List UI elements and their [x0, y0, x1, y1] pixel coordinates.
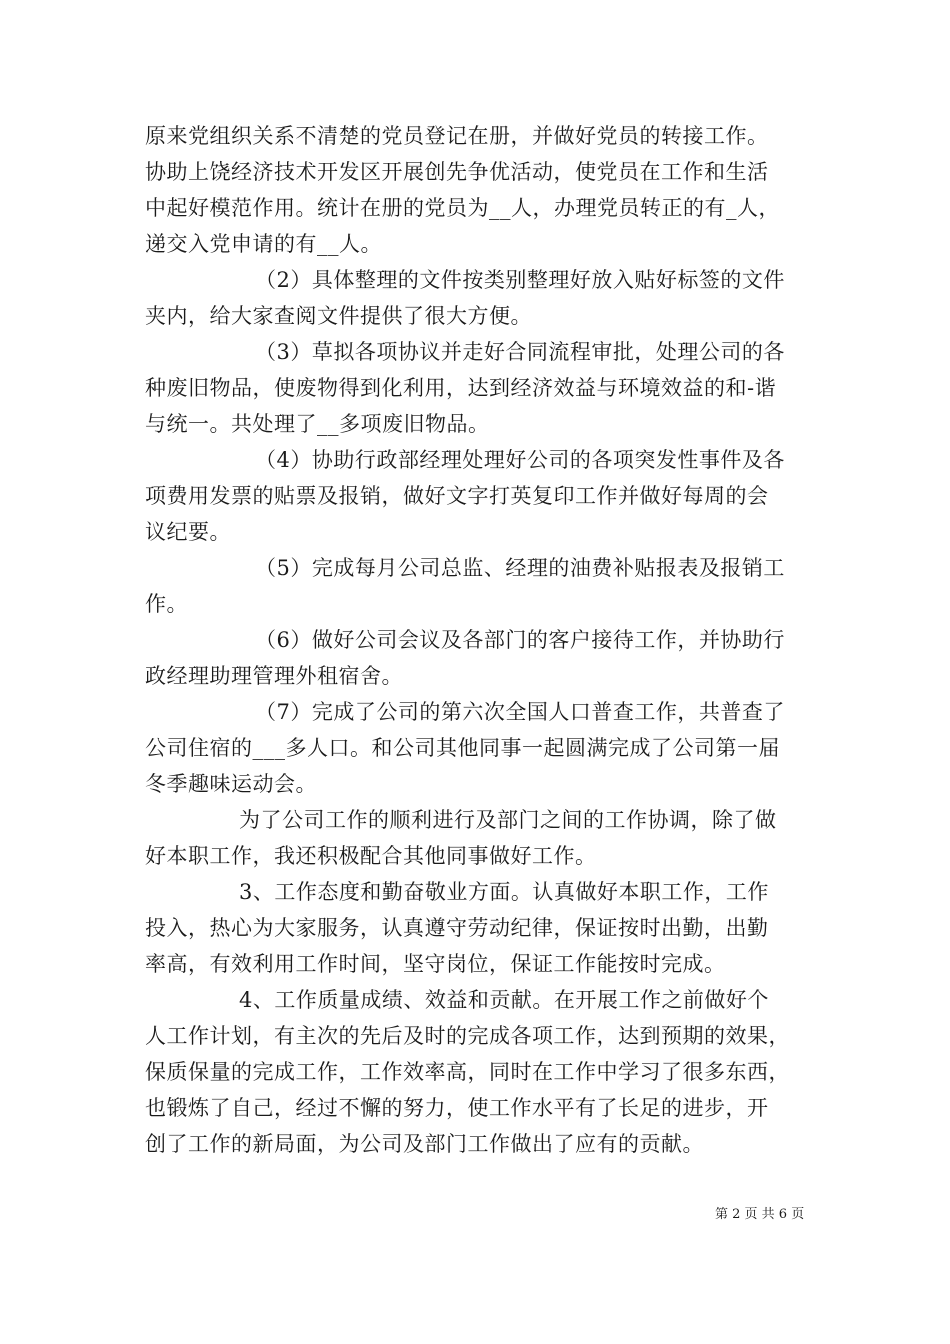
text-line: 递交入党申请的有__人。 [145, 232, 382, 256]
text-line: 好本职工作，我还积极配合其他同事做好工作。 [145, 844, 597, 868]
text-line: 创了工作的新局面，为公司及部门工作做出了应有的贡献。 [145, 1132, 704, 1156]
text-line: 也锻炼了自己，经过不懈的努力，使工作水平有了长足的进步，开 [145, 1096, 769, 1120]
text-line: 议纪要。 [145, 520, 231, 544]
text-line: 率高，有效利用工作时间，坚守岗位，保证工作能按时完成。 [145, 952, 726, 976]
text-line: （6）做好公司会议及各部门的客户接待工作，并协助行 [255, 628, 785, 652]
text-line: 公司住宿的___多人口。和公司其他同事一起圆满完成了公司第一届 [145, 736, 780, 760]
text-line: （4）协助行政部经理处理好公司的各项突发性事件及各 [255, 448, 785, 472]
text-line: 政经理助理管理外租宿舍。 [145, 664, 403, 688]
text-line: 3、工作态度和勤奋敬业方面。认真做好本职工作，工作 [239, 880, 769, 904]
text-line: （5）完成每月公司总监、经理的油费补贴报表及报销工 [255, 556, 785, 580]
text-line: （2）具体整理的文件按类别整理好放入贴好标签的文件 [255, 268, 785, 292]
text-line: （7）完成了公司的第六次全国人口普查工作，共普查了 [255, 700, 785, 724]
page-number: 第 2 页 共 6 页 [715, 1207, 805, 1222]
text-line: 与统一。共处理了__多项废旧物品。 [145, 412, 490, 436]
text-line: 4、工作质量成绩、效益和贡献。在开展工作之前做好个 [239, 988, 769, 1012]
text-line: 项费用发票的贴票及报销，做好文字打英复印工作并做好每周的会 [145, 484, 769, 508]
text-line: 投入，热心为大家服务，认真遵守劳动纪律，保证按时出勤，出勤 [145, 916, 769, 940]
text-line: 冬季趣味运动会。 [145, 772, 317, 796]
document-body [145, 118, 810, 1162]
text-line: 夹内，给大家查阅文件提供了很大方便。 [145, 304, 532, 328]
text-line: 为了公司工作的顺利进行及部门之间的工作协调，除了做 [239, 808, 777, 832]
text-line: 中起好模范作用。统计在册的党员为__人，办理党员转正的有_人， [145, 196, 780, 220]
text-line: 作。 [145, 592, 188, 616]
text-line: 种废旧物品，使废物得到化利用，达到经济效益与环境效益的和-谐 [145, 376, 777, 400]
text-line: 原来党组织关系不清楚的党员登记在册，并做好党员的转接工作。 [145, 124, 769, 148]
text-line: 协助上饶经济技术开发区开展创先争优活动，使党员在工作和生活 [145, 160, 769, 184]
text-line: 人工作计划，有主次的先后及时的完成各项工作，达到预期的效果， [145, 1024, 790, 1048]
text-line: （3）草拟各项协议并走好合同流程审批，处理公司的各 [255, 340, 785, 364]
text-line: 保质保量的完成工作，工作效率高，同时在工作中学习了很多东西， [145, 1060, 790, 1084]
